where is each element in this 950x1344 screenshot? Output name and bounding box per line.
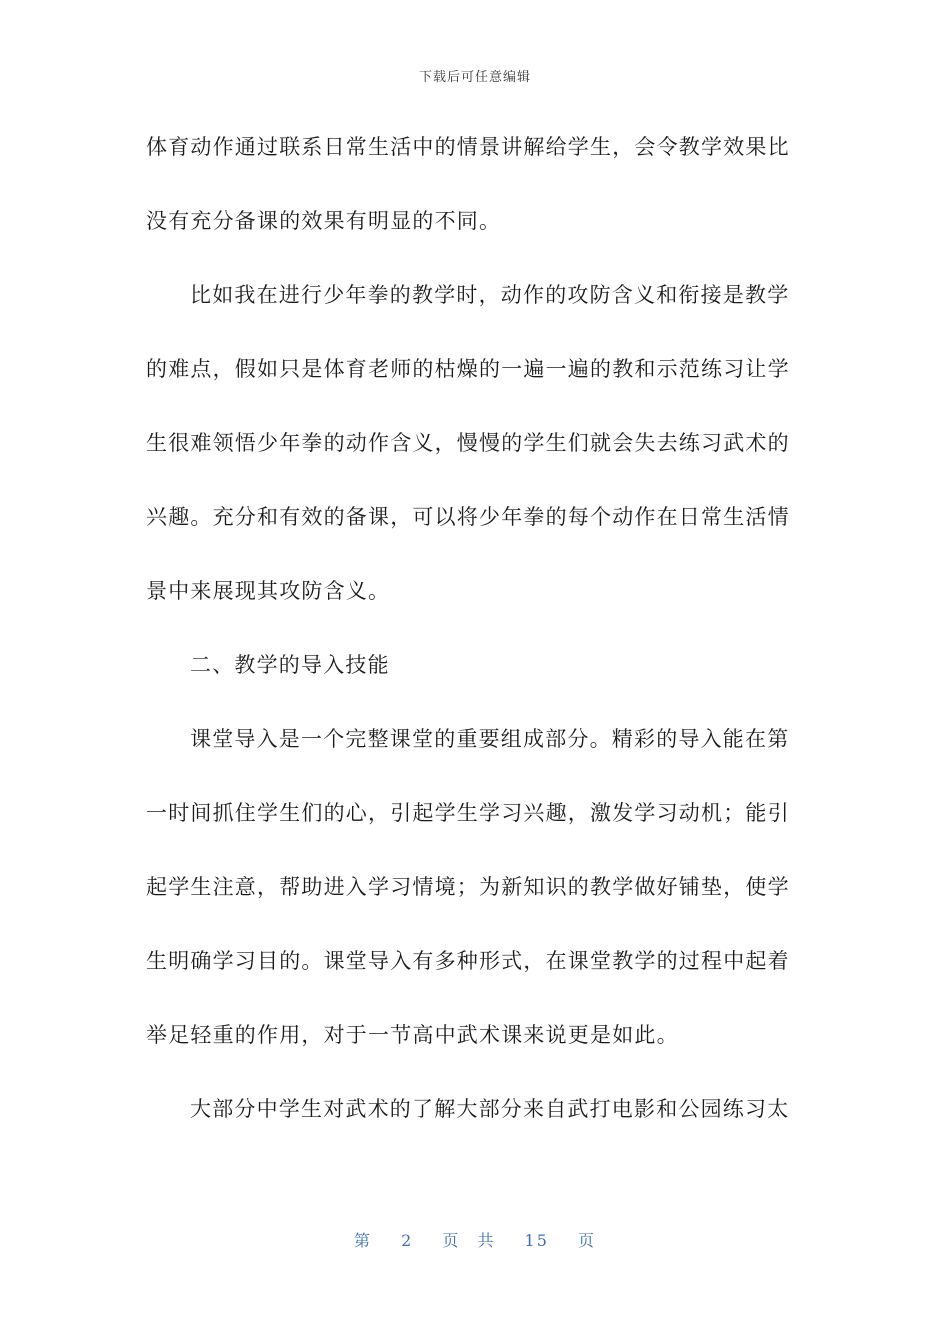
document-body: [146, 122, 796, 1158]
text-line: 没有充分备课的效果有明显的不同。: [146, 209, 502, 233]
total-prefix: 页 共: [442, 1231, 496, 1250]
page-label: 第: [353, 1231, 372, 1250]
text-line: 体育动作通过联系日常生活中的情景讲解给学生，会令教学效果比: [146, 135, 790, 159]
text-line: 一时间抓住学生们的心，引起学生学习兴趣，激发学习动机；能引: [146, 801, 790, 825]
text-line: 的难点，假如只是体育老师的枯燥的一遍一遍的教和示范练习让学: [146, 357, 790, 381]
paragraph-first-line: 大部分中学生对武术的了解大部分来自武打电影和公园练习太: [190, 1097, 790, 1121]
text-line: 景中来展现其攻防含义。: [146, 579, 391, 603]
page-header: 下载后可任意编辑: [418, 70, 531, 85]
text-line: 起学生注意，帮助进入学习情境；为新知识的教学做好铺垫，使学: [146, 875, 790, 899]
paragraph-first-line: 课堂导入是一个完整课堂的重要组成部分。精彩的导入能在第: [190, 727, 790, 751]
text-line: 生明确学习目的。课堂导入有多种形式，在课堂教学的过程中起着: [146, 949, 790, 973]
section-heading: 二、教学的导入技能: [190, 653, 390, 677]
page-footer: [0, 1228, 950, 1251]
text-line: 兴趣。充分和有效的备课，可以将少年拳的每个动作在日常生活情: [146, 505, 790, 529]
text-line: 举足轻重的作用，对于一节高中武术课来说更是如此。: [146, 1023, 679, 1047]
total-pages: 15: [524, 1231, 549, 1250]
total-suffix: 页: [578, 1231, 597, 1250]
paragraph-first-line: 比如我在进行少年拳的教学时，动作的攻防含义和衔接是教学: [190, 283, 790, 307]
page-number: 2: [401, 1231, 414, 1250]
text-line: 生很难领悟少年拳的动作含义，慢慢的学生们就会失去练习武术的: [146, 431, 790, 455]
